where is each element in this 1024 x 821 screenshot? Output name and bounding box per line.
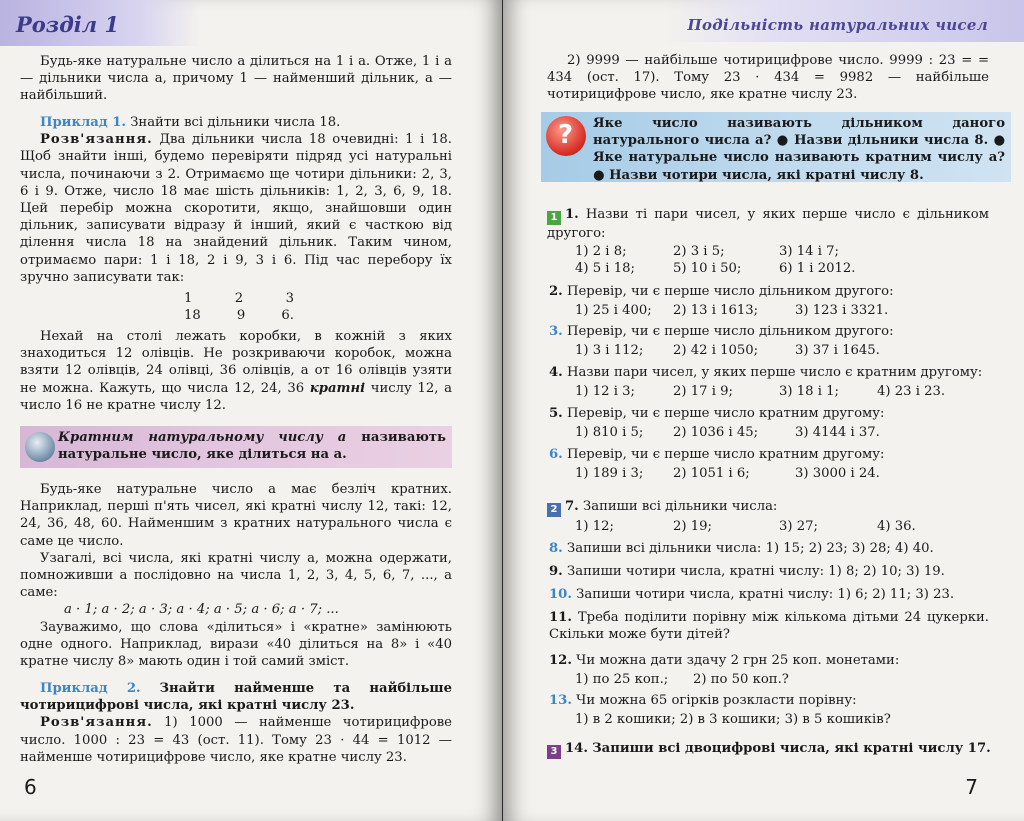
pair-bottom: 6.	[281, 308, 294, 324]
exercise-13	[549, 692, 857, 709]
exercise-1-row	[575, 243, 839, 260]
exercise-10	[549, 586, 954, 603]
section-title: Подільність натуральних чисел	[687, 16, 988, 34]
pair-top: 3	[285, 291, 294, 306]
item: 2) 19;	[673, 519, 712, 534]
example-text: Знайти всі дільники числа 18.	[130, 115, 341, 130]
chapter-title: Розділ 1	[16, 12, 120, 37]
chapter-header	[0, 0, 200, 46]
level-1-icon: 1	[547, 211, 561, 225]
example-2	[20, 680, 452, 766]
level-3-icon: 3	[547, 745, 561, 759]
exercise-6	[549, 446, 884, 463]
exercise-2	[549, 283, 894, 300]
item: 2) 13 і 1613;	[673, 303, 759, 318]
exercise-number: 2.	[549, 284, 563, 299]
pair-top: 2	[234, 291, 244, 306]
item: 2) 17 і 9;	[673, 384, 733, 399]
exercise-text: Запиши всі дільники числа: 1) 15; 2) 23; 3) 28; 4) 40.	[566, 541, 934, 556]
item: 4) 23 і 23.	[877, 384, 946, 399]
exercise-3	[549, 323, 894, 340]
intro-text	[20, 53, 452, 105]
exercise-8	[549, 540, 934, 557]
exercise-12-row	[575, 671, 789, 688]
exercise-13-row: 1) в 2 кошики; 2) в 3 кошики; 3) в 5 кошиків?	[575, 712, 891, 727]
solution-text: Два дільники числа 18 очевидні: 1 і 18. Щоб знайти інші, будемо перевіряти підряд усі натуральні числа, починаючи з 2. Отримаємо ще чотири дільники: 2, 3, 6 і 9. Отже, число 18 має шість дільників: 1, 2, 3, 6, 9, 18. Цей перебір можна скоротити, якщо, знайшовши один дільник, записувати відразу й інший, який є часткою від ділення числа 18 на знайдений дільник. Таким чином, отримаємо пари: 1 і 18, 2 і 9, 3 і 6. Під час перебору їх зручно записувати так:	[20, 132, 452, 285]
item: 2) 1036 і 45;	[673, 425, 759, 440]
definition-term: Кратним натуральному числу a	[58, 430, 347, 445]
item: 1) 810 і 5;	[575, 425, 644, 440]
exercise-5	[549, 405, 884, 422]
item: 3) 3000 і 24.	[795, 466, 880, 481]
pair-bottom: 9	[236, 308, 246, 324]
term-multiple: кратні	[309, 380, 366, 396]
exercise-14	[547, 740, 991, 759]
item: 1) 2 і 8;	[575, 244, 627, 259]
item: 1) по 25 коп.;	[575, 672, 669, 687]
exercise-number: 12.	[549, 653, 572, 668]
exercise-number: 5.	[549, 406, 563, 421]
exercise-number: 3.	[549, 324, 563, 339]
pairs-table	[184, 290, 294, 324]
page-number: 6	[24, 775, 37, 799]
page-number: 7	[965, 775, 978, 799]
exercise-4-row	[575, 383, 945, 400]
exercise-12	[549, 652, 899, 669]
item: 6) 1 і 2012.	[779, 261, 856, 276]
exercise-number: 8.	[549, 541, 563, 556]
paragraph: Будь-яке натуральне число a ділиться на 1 і a. Отже, 1 і a — дільники числа a, причому 1 — найменший дільник, a — найбільший.	[20, 54, 452, 104]
exercise-2-row	[575, 302, 888, 319]
definition-text	[58, 429, 446, 463]
item: 4) 36.	[877, 519, 916, 534]
exercise-text: Чи можна дати здачу 2 грн 25 коп. монетами:	[576, 653, 900, 668]
sequence: a · 1; a · 2; a · 3; a · 4; a · 5; a · 6; a · 7; ...	[64, 602, 339, 618]
text-part: числу 12, а число 16 не кратне числу 12.	[20, 380, 452, 413]
exercise-5-row	[575, 424, 880, 441]
paragraph: Зауважимо, що слова «ділиться» і «кратне» замінюють одне одного. Наприклад, вирази «40 ділиться на 8» і «40 кратне числу 8» мають один і той самий зміст.	[20, 619, 452, 670]
definition-icon	[25, 432, 55, 462]
exercise-number: 13.	[549, 693, 572, 708]
solution-label: Розв'язання.	[40, 132, 153, 148]
left-page	[0, 0, 502, 821]
multiples-text	[20, 481, 452, 670]
item: 2) 3 і 5;	[673, 244, 725, 259]
solution-label: Розв'язання.	[40, 715, 153, 731]
section-header	[664, 0, 1024, 42]
item: 4) 5 і 18;	[575, 261, 635, 276]
solution-text: 1) 1000 — найменше чотирицифрове число. 1000 : 23 = 43 (ост. 11). Тому 23 · 44 = 1012 — найменше чотирицифрове число, яке кратне числу 23.	[20, 715, 452, 765]
definition-body: називають натуральне число, яке ділиться на a.	[58, 430, 447, 463]
exercise-6-row	[575, 465, 880, 482]
example-label: Приклад 1.	[40, 115, 126, 130]
exercise-1	[547, 206, 989, 242]
exercise-7-row	[575, 518, 916, 535]
paragraph: Будь-яке натуральне число a має безліч кратних. Наприклад, перші п'ять чисел, які кратні числу 12, такі: 12, 24, 36, 48, 60. Найменшим з кратних натурального числа є саме це число.	[20, 482, 452, 549]
example-label: Приклад 2.	[40, 681, 141, 696]
exercise-number: 4.	[549, 365, 563, 380]
exercise-number: 10.	[549, 587, 572, 602]
text-part: Нехай на столі лежать коробки, в кожній з яких знаходиться 12 олівців. Не розкриваючи коробок, можна взяти 12 олівців, 24 олівці, 36 олівців, а от 16 олівців узяти не можна. Кажуть, що числа 12, 24, 36	[20, 329, 452, 396]
exercise-number: 7.	[565, 499, 579, 514]
review-questions-box	[541, 112, 1011, 182]
item: 1) 12;	[575, 519, 614, 534]
exercise-text: Запиши всі дільники числа:	[582, 499, 778, 514]
item: 3) 27;	[779, 519, 818, 534]
definition-box	[20, 426, 452, 468]
exercise-number: 1.	[565, 207, 579, 222]
exercise-text: Перевір, чи є перше число дільником другого:	[566, 324, 894, 339]
solution-continued	[547, 52, 989, 104]
exercise-3-row	[575, 342, 880, 359]
pair-top: 1	[184, 291, 193, 306]
paragraph: Узагалі, всі числа, які кратні числу a, можна одержати, помноживши a послідовно на числа 1, 2, 3, 4, 5, 6, 7, ..., а саме:	[20, 550, 452, 601]
item: 1) 12 і 3;	[575, 384, 635, 399]
item: 1) 25 і 400;	[575, 303, 652, 318]
item: 3) 18 і 1;	[779, 384, 839, 399]
exercise-number: 9.	[549, 564, 563, 579]
exercise-number: 11.	[549, 610, 572, 625]
question-icon	[546, 116, 586, 156]
exercise-text: Перевір, чи є перше число кратним другому:	[566, 406, 885, 421]
item: 2) по 50 коп.?	[693, 672, 789, 687]
item: 2) 1051 і 6;	[673, 466, 750, 481]
exercise-11	[549, 609, 989, 643]
item: 3) 37 і 1645.	[795, 343, 880, 358]
item: 3) 4144 і 37.	[795, 425, 880, 440]
exercise-text: Назви ті пари чисел, у яких перше число є дільником другого:	[547, 207, 989, 241]
item: 3) 123 і 3321.	[795, 303, 889, 318]
example-1	[20, 114, 452, 286]
example-text: Знайти найменше та найбільше чотирицифрові числа, які кратні числу 23.	[20, 681, 452, 714]
exercise-text: Запиши чотири числа, кратні числу: 1) 8; 2) 10; 3) 19.	[566, 564, 945, 579]
pair-bottom: 18	[184, 308, 201, 324]
exercise-number: 14.	[565, 741, 588, 756]
exercise-number: 6.	[549, 447, 563, 462]
exercise-7	[547, 498, 777, 517]
level-2-icon: 2	[547, 503, 561, 517]
item: 1) 3 і 112;	[575, 343, 644, 358]
exercise-text: Треба поділити порівну між кількома дітьми 24 цукерки. Скільки може бути дітей?	[549, 610, 989, 643]
paragraph: 2) 9999 — найбільше чотирицифрове число. 9999 : 23 = = 434 (ост. 17). Тому 23 · 434 = 9982 — найбільше чотирицифрове число, яке кратне числу 23.	[547, 53, 989, 103]
item: 2) 42 і 1050;	[673, 343, 759, 358]
exercise-text: Перевір, чи є перше число кратним другому:	[566, 447, 885, 462]
boxes-paragraph	[20, 328, 452, 414]
exercise-text: Назви пари чисел, у яких перше число є кратним другому:	[566, 365, 983, 380]
exercise-text: Запиши чотири числа, кратні числу: 1) 6; 2) 11; 3) 23.	[576, 587, 955, 602]
exercise-4	[549, 364, 982, 381]
item: 5) 10 і 50;	[673, 261, 742, 276]
exercise-9	[549, 563, 945, 580]
exercise-1-row	[575, 260, 855, 277]
item: 3) 14 і 7;	[779, 244, 839, 259]
exercise-text: Запиши всі двоцифрові числа, які кратні числу 17.	[592, 741, 991, 756]
item: 1) 189 і 3;	[575, 466, 644, 481]
review-questions: Яке число називають дільником даного натурального числа a? ● Назви дільники числа 8. ● Яке натуральне число називають кратним числу a? ● Назви чотири числа, які кратні числу 8.	[593, 116, 1005, 183]
right-page	[503, 0, 1024, 821]
exercise-text: Перевір, чи є перше число дільником другого:	[566, 284, 894, 299]
exercise-text: Чи можна 65 огірків розкласти порівну:	[576, 693, 857, 708]
